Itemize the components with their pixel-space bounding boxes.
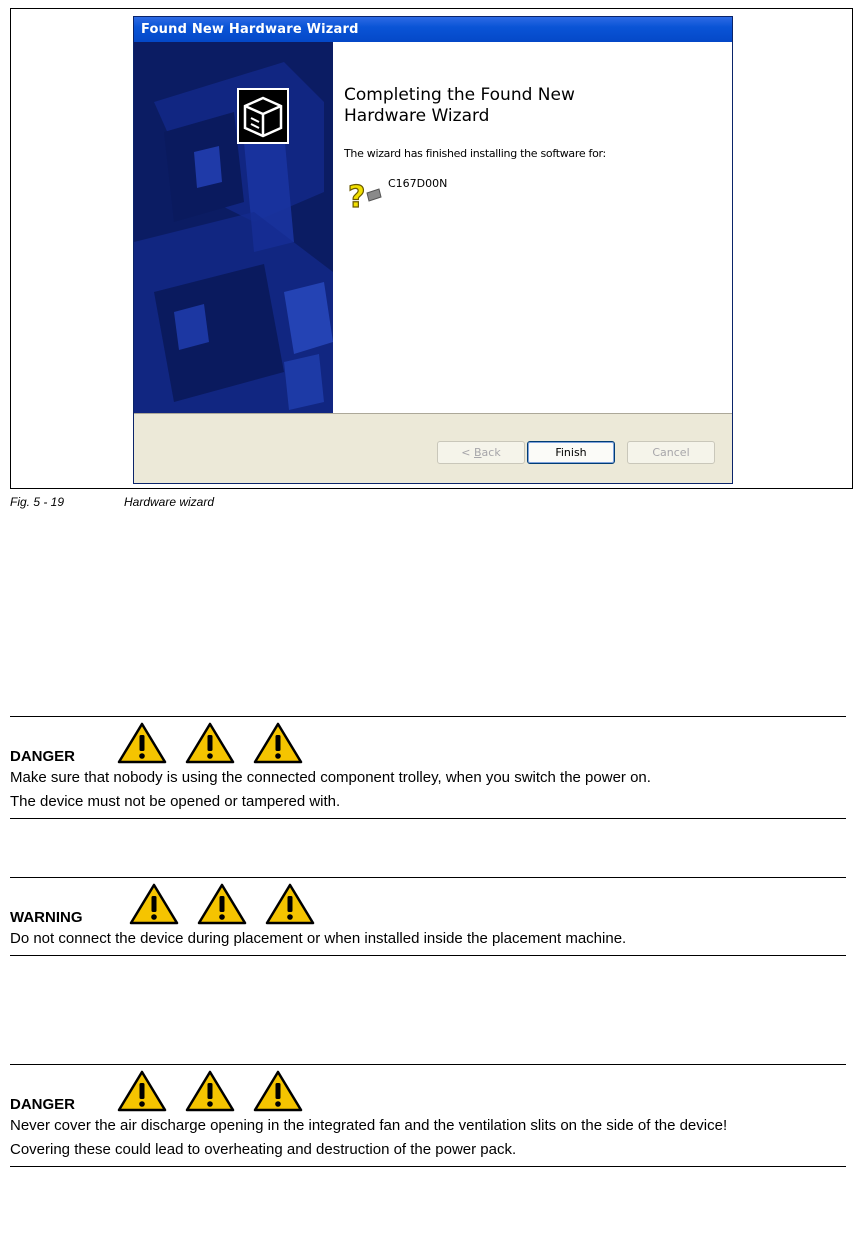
notice-header xyxy=(10,1065,846,1113)
warning-triangle-icon xyxy=(184,721,236,765)
notice-body xyxy=(10,1113,846,1162)
wizard-heading xyxy=(344,85,644,127)
device-name: C167D00N xyxy=(388,177,448,190)
wizard-heading-line1: Completing the Found New xyxy=(344,85,575,105)
warning-triangle-icon xyxy=(252,1069,304,1113)
notice-line: Never cover the air discharge opening in the integrated fan and the ventilation slits on the side of the device! xyxy=(10,1117,728,1134)
warning-triangle-icon xyxy=(116,721,168,765)
warning-triangle-icon xyxy=(128,882,180,926)
notice-label: DANGER xyxy=(10,1096,76,1113)
notice-header xyxy=(10,717,846,765)
warning-icons xyxy=(116,721,304,765)
wizard-content xyxy=(343,42,732,413)
notice-divider xyxy=(10,818,846,819)
warning-triangle-icon xyxy=(252,721,304,765)
figure-number: Fig. 5 - 19 xyxy=(10,495,65,509)
warning-triangle-icon xyxy=(184,1069,236,1113)
notice-line: Do not connect the device during placement or when installed inside the placement machine. xyxy=(10,930,627,947)
warning-notice xyxy=(10,877,846,956)
danger-notice-1 xyxy=(10,716,846,819)
notice-header xyxy=(10,878,846,926)
sidebar-pattern-icon xyxy=(134,42,333,413)
notice-line: Covering these could lead to overheating and destruction of the power pack. xyxy=(10,1141,517,1158)
notice-label: DANGER xyxy=(10,748,76,765)
back-button-rest: ack xyxy=(481,446,501,459)
finish-button[interactable]: Finish xyxy=(527,441,615,464)
back-button[interactable] xyxy=(437,441,525,464)
warning-triangle-icon xyxy=(116,1069,168,1113)
notice-label: WARNING xyxy=(10,909,83,926)
notice-divider xyxy=(10,955,846,956)
warning-triangle-icon xyxy=(196,882,248,926)
danger-notice-2 xyxy=(10,1064,846,1167)
notice-divider xyxy=(10,1166,846,1167)
notice-line: The device must not be opened or tampered with. xyxy=(10,793,341,810)
figure-caption-text: Hardware wizard xyxy=(124,495,215,509)
back-button-prefix: < xyxy=(461,446,474,459)
wizard-subtext: The wizard has finished installing the software for: xyxy=(344,147,606,160)
notice-body xyxy=(10,926,846,951)
warning-icons xyxy=(128,882,316,926)
warning-triangle-icon xyxy=(264,882,316,926)
svg-text:?: ? xyxy=(348,180,366,213)
notice-line: Make sure that nobody is using the connected component trolley, when you switch the power on. xyxy=(10,769,651,786)
window-title: Found New Hardware Wizard xyxy=(134,17,732,42)
notice-body xyxy=(10,765,846,814)
hardware-wizard-logo-icon xyxy=(237,88,289,144)
warning-icons xyxy=(116,1069,304,1113)
back-button-accel: B xyxy=(474,446,482,459)
unknown-device-question-icon xyxy=(345,175,383,213)
wizard-heading-line2: Hardware Wizard xyxy=(344,106,490,126)
cancel-button[interactable]: Cancel xyxy=(627,441,715,464)
figure-caption xyxy=(10,495,214,509)
wizard-sidebar-graphic xyxy=(134,42,333,413)
hardware-wizard-window xyxy=(133,16,733,484)
wizard-button-bar xyxy=(134,413,732,484)
